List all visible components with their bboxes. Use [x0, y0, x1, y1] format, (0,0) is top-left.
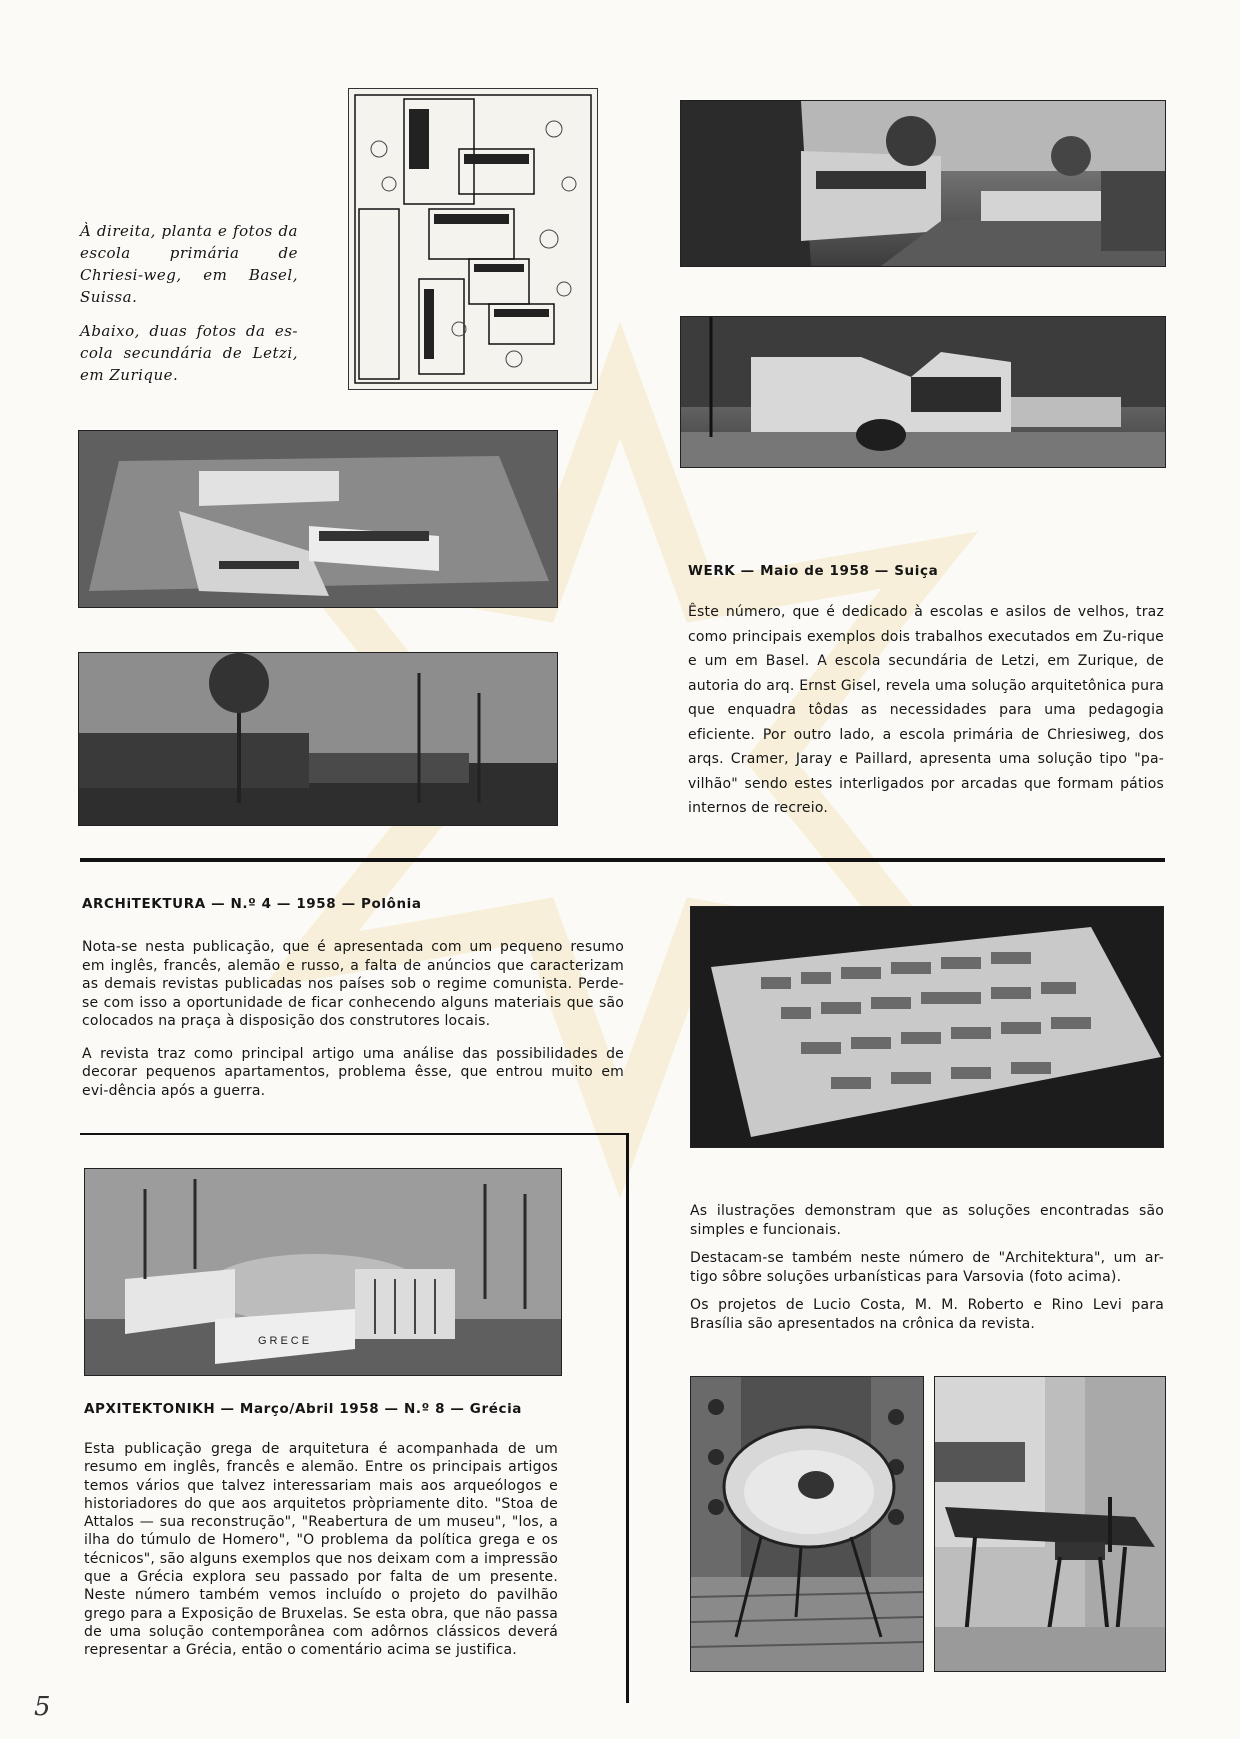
letzi-model-photo — [78, 430, 558, 608]
werk-body: Êste número, que é dedicado à escolas e asilos de velhos, traz como principais exemplos dois trabalhos executados em Zu-rique e um em Basel. A escola secundária de Letzi, em Zurique, de autoria do arq. Ernst Gisel, revela uma solução arquitetônica pura que enquadra tôdas as necessidades para uma pedagogia eficiente. Por outro lado, a escola primária de Chriesiweg, dos arqs. Cramer, Jaray e Paillard, apresenta uma solução tipo "pa-vilhão" sendo estes interligados por arcadas que formam pátios internos de recreio. — [688, 604, 1164, 816]
greek-pavilion-sign: GRECE — [257, 1335, 313, 1347]
page-number: 5 — [34, 1692, 51, 1722]
architektura-paragraph-1: Nota-se nesta publicação, que é apresentada com um pequeno resumo em inglês, francês, alemão e russo, a falta de anúncios que caracterizam as demais revistas publicadas nos países sob o regime comunista. Perde-se com isso a oportunidade de ficar conhecendo alguns materiais que são colocados na praça à disposição dos construtores locais. — [82, 939, 624, 1029]
greek-box-right — [626, 1133, 629, 1703]
arxitektonikh-heading: APXITEKTONIKH — Março/Abril 1958 — N.º 8 — Grécia — [84, 1401, 523, 1417]
architektura-right-column — [690, 1202, 1164, 1343]
architektura-right-paragraph-2: Destacam-se também neste número de "Architektura", um ar-tigo sôbre soluções urbanísticas para Varsovia (foto acima). — [690, 1250, 1164, 1285]
arxitektonikh-body: Esta publicação grega de arquitetura é acompanhada de um resumo em inglês, francês e alemão. Entre os principais artigos temos vários que talvez interessariam mais aos arqueólogos e historiadores do que aos arquitetos pròpriamente dito. "Stoa de Attalos — sua reconstrução", "Reabertura de um museu", "los, a ilha do túmulo de Homero", "O problema da política grega e os técnicos", são alguns exemplos que nos deixam com a impressão que a Grécia explora seu passado por falta de um presente. Neste número também vemos incluído o projeto do pavilhão grego para a Exposição de Bruxelas. Se esta obra, que não passa de uma solução contemporânea com adôrnos clássicos deverá representar a Grécia, então o comentário acima se justifica. — [84, 1441, 558, 1659]
architektura-body — [82, 938, 624, 1110]
caption-chriesiweg: À direita, planta e fotos da escola primária de Chriesi-weg, em Basel, Suissa. — [80, 222, 298, 306]
werk-heading: WERK — Maio de 1958 — Suiça — [688, 563, 939, 579]
chriesiweg-photo-2 — [680, 316, 1166, 468]
caption-letzi: Abaixo, duas fotos da es-cola secundária de Letzi, em Zurique. — [80, 322, 298, 384]
architektura-heading: ARCHiTEKTURA — N.º 4 — 1958 — Polônia — [82, 896, 422, 912]
architektura-right-paragraph-1: As ilustrações demonstram que as soluções encontradas são simples e funcionais. — [690, 1203, 1164, 1238]
interior-table-photo — [934, 1376, 1166, 1672]
greek-pavilion-photo — [84, 1168, 562, 1376]
chriesiweg-photo-1 — [680, 100, 1166, 267]
section-divider — [80, 858, 1165, 862]
architektura-right-paragraph-3: Os projetos de Lucio Costa, M. M. Roberto e Rino Levi para Brasília são apresentados na crônica da revista. — [690, 1297, 1164, 1332]
architektura-paragraph-2: A revista traz como principal artigo uma análise das possibilidades de decorar pequenos apartamentos, problema êsse, que entrou muito em evi-dência após a guerra. — [82, 1045, 624, 1099]
greek-box-top — [80, 1133, 628, 1135]
varsovia-model-photo — [690, 906, 1164, 1148]
interior-chair-photo — [690, 1376, 924, 1672]
chriesiweg-floor-plan — [348, 88, 598, 390]
letzi-photo — [78, 652, 558, 826]
